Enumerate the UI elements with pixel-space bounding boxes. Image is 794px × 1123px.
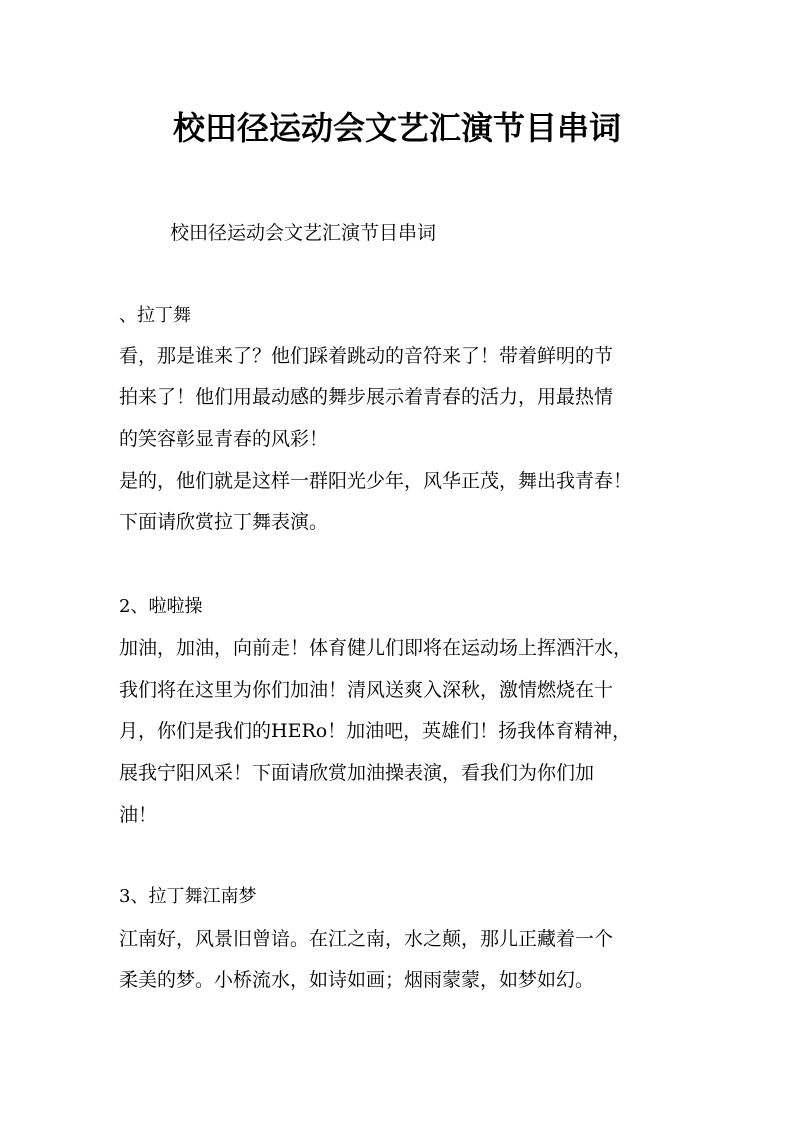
paragraph-line: 我们将在这里为你们加油！清风送爽入深秋，激情燃烧在十	[119, 679, 614, 701]
paragraph-line: 江南好，风景旧曾谙。在江之南，水之颠，那儿正藏着一个	[119, 928, 614, 950]
document-title: 校田径运动会文艺汇演节目串词	[172, 109, 621, 147]
paragraph-line: 柔美的梦。小桥流水，如诗如画；烟雨蒙蒙，如梦如幻。	[119, 969, 595, 991]
paragraph-line: 的笑容彰显青春的风彩！	[119, 428, 329, 450]
section-heading-cheer: 2、啦啦操	[119, 596, 203, 617]
paragraph-line: 是的，他们就是这样一群阳光少年，风华正茂，舞出我青春！	[119, 470, 633, 492]
paragraph-line: 油！	[119, 804, 158, 826]
paragraph-line: 展我宁阳风采！下面请欣赏加油操表演，看我们为你们加	[119, 762, 595, 784]
paragraph-line: 月，你们是我们的HERo！加油吧，英雄们！扬我体育精神，	[119, 720, 632, 742]
section-heading-jiangnan-dream: 3、拉丁舞江南梦	[119, 886, 257, 907]
document-subtitle: 校田径运动会文艺汇演节目串词	[170, 222, 437, 244]
paragraph-line: 下面请欣赏拉丁舞表演。	[119, 511, 329, 533]
paragraph-line: 加油，加油，向前走！体育健儿们即将在运动场上挥洒汗水，	[119, 637, 633, 659]
paragraph-line: 看，那是谁来了？他们踩着跳动的音符来了！带着鲜明的节	[119, 345, 614, 367]
section-heading-latin-dance: 、拉丁舞	[119, 305, 191, 326]
paragraph-line: 拍来了！他们用最动感的舞步展示着青春的活力，用最热情	[119, 386, 614, 408]
